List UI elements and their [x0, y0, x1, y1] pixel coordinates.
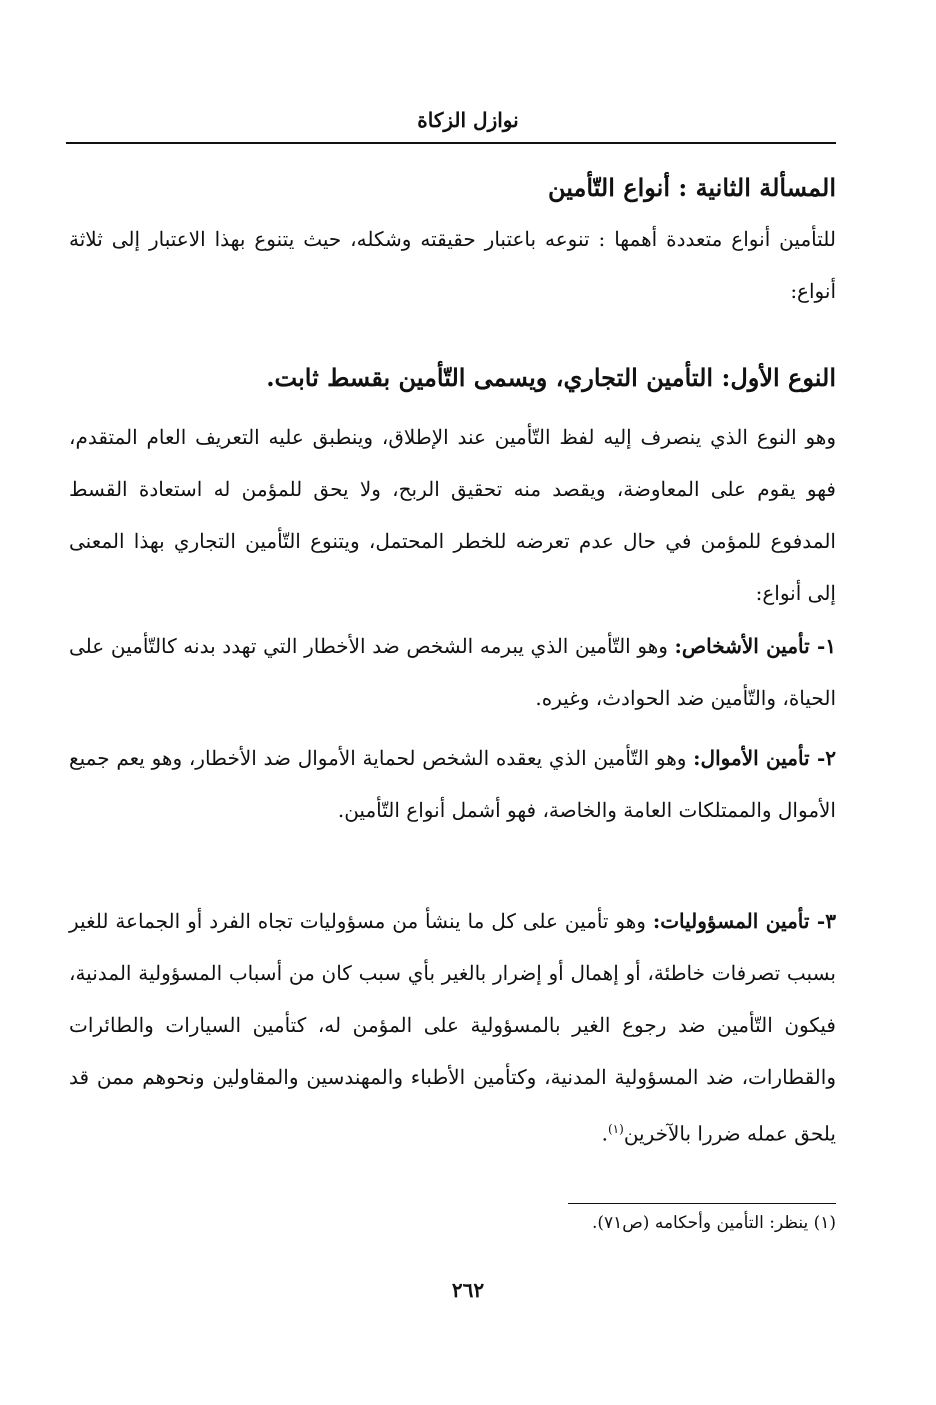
item-1 [69, 620, 836, 724]
running-head-title: نوازل الزكاة [417, 108, 519, 132]
header-divider [66, 142, 836, 144]
item-1-text: وهو التّأمين الذي يبرمه الشخص ضد الأخطار التي تهدد بدنه كالتّأمين على الحياة، والتّأمين ضد الحوادث، وغيره. [69, 634, 836, 710]
item-3-end: . [601, 1121, 608, 1146]
page-number: ٢٦٢ [451, 1278, 485, 1302]
section-title: المسألة الثانية : أنواع التّأمين [548, 173, 836, 202]
item-1-lead: ١- تأمين الأشخاص: [674, 634, 836, 658]
item-2 [69, 732, 836, 836]
type1-paragraph: وهو النوع الذي ينصرف إليه لفظ التّأمين عند الإطلاق، وينطبق عليه التعريف العام المتقدم، فهو يقوم على المعاوضة، ويقصد منه تحقيق الربح، ولا يحق للمؤمن له استعادة القسط المدفوع للمؤمن في حال عدم تعرضه للخطر المحتمل، ويتنوع التّأمين التجاري بهذا المعنى إلى أنواع: [69, 425, 836, 605]
intro-paragraph: للتأمين أنواع متعددة أهمها : تنوعه باعتبار حقيقته وشكله، حيث يتنوع بهذا الاعتبار إلى ثلاثة أنواع: [69, 227, 836, 303]
footnote-divider [568, 1203, 836, 1204]
footnote-ref: (١) [607, 1122, 624, 1136]
footnote-text: (١) ينظر: التأمين وأحكامه (ص٧١). [591, 1213, 836, 1233]
item-3-lead: ٣- تأمين المسؤوليات: [652, 909, 836, 933]
item-3-text: وهو تأمين على كل ما ينشأ من مسؤوليات تجاه الفرد أو الجماعة للغير بسبب تصرفات خاطئة، أو إهمال أو إضرار بالغير بأي سبب كان من أسباب المسؤولية المدنية، فيكون التّأمين ضد رجوع الغير بالمسؤولية على المؤمن له، كتأمين السيارات والطائرات والقطارات، ضد المسؤولية المدنية، وكتأمين الأطباء والمهندسين والمقاولين ونحوهم ممن قد يلحق عمله ضررا بالآخرين [69, 909, 836, 1146]
item-2-text: وهو التّأمين الذي يعقده الشخص لحماية الأموال ضد الأخطار، وهو يعم جميع الأموال والممتلكات العامة والخاصة، فهو أشمل أنواع التّأمين. [69, 746, 836, 822]
item-2-lead: ٢- تأمين الأموال: [693, 746, 836, 770]
item-3 [69, 895, 836, 1160]
type1-heading: النوع الأول: التأمين التجاري، ويسمى التّأمين بقسط ثابت. [266, 363, 836, 392]
